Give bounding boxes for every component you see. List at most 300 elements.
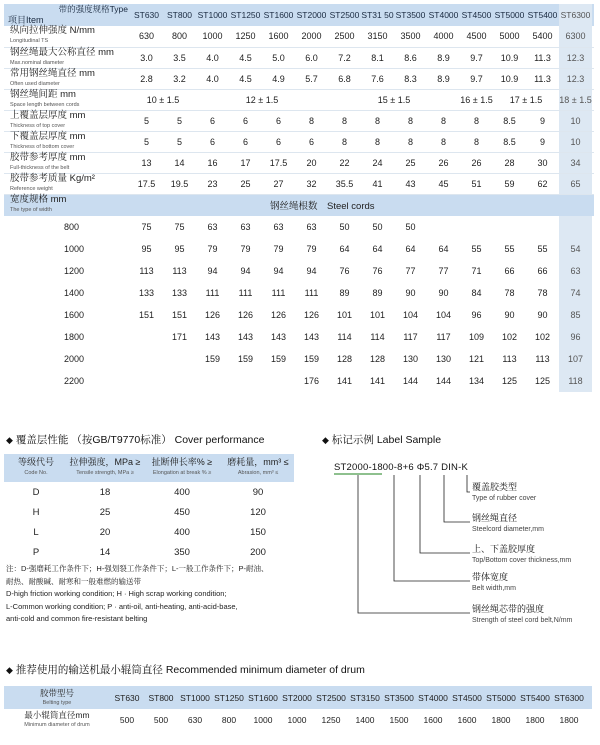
cord-count-cell: 118 [559, 370, 592, 392]
cord-count-cell: 75 [141, 222, 152, 232]
spec-span-cell: 16 ± 1.5 [460, 89, 493, 110]
spec-value-cell: 5 [163, 110, 196, 131]
cover-value-cell: 450 [174, 506, 190, 518]
cord-count-cell: 159 [270, 354, 287, 364]
type-header-cell: ST2000 [295, 4, 328, 26]
cord-count-cell: 109 [468, 332, 485, 342]
spec-value-cell: 8 [460, 110, 493, 131]
spec-value-cell: 9.7 [460, 47, 493, 68]
spec-value-cell: 8.6 [394, 47, 427, 68]
spec-value-cell: 5 [130, 110, 163, 131]
cover-title-text: 覆盖层性能 （按GB/T9770标准） Cover performance [15, 434, 265, 446]
cover-value-cell: 400 [174, 526, 190, 538]
drum-type-cell: ST1000 [178, 686, 212, 709]
cover-value-cell: 150 [250, 526, 266, 538]
spec-span-cell: 15 ± 1.5 [328, 89, 460, 110]
spec-value-cell: 16 [196, 152, 229, 173]
spec-row [4, 47, 594, 68]
spec-row-label: 纵向拉伸强度 N/mm Longitudinal TS [4, 26, 130, 47]
cord-count-cell: 78 [537, 288, 548, 298]
belt-spec-table [4, 4, 594, 392]
cord-count-cell: 130 [402, 354, 419, 364]
cord-count-cell: 111 [271, 288, 286, 298]
cord-count-cell: 133 [138, 288, 155, 298]
spec-value-cell: 10.9 [493, 47, 526, 68]
spec-value-cell: 9 [526, 110, 559, 131]
cord-count-cell [163, 348, 196, 370]
spec-span-cell: 10 ± 1.5 [130, 89, 196, 110]
spec-value-cell: 25 [229, 173, 262, 194]
cord-count-cell: 90 [537, 310, 548, 320]
spec-value-cell: 8 [460, 131, 493, 152]
spec-value-cell: 10.9 [493, 68, 526, 89]
spec-row-label: 下覆盖层厚度 mm Thickness of bottom cover [4, 131, 130, 152]
cord-count-cell: 50 [372, 222, 383, 232]
spec-value-cell: 4.5 [229, 47, 262, 68]
cord-count-cell: 128 [336, 354, 353, 364]
spec-value-cell: 14 [163, 152, 196, 173]
cord-count-cell: 63 [273, 222, 284, 232]
cover-value-cell: 350 [174, 546, 190, 558]
cover-row [4, 502, 294, 522]
width-value-label: 1000 [64, 244, 85, 254]
corner-item-label: 项目Item [8, 15, 44, 25]
spec-value-cell: 6 [229, 131, 262, 152]
type-header-cell: ST5400 [526, 4, 559, 26]
drum-type-cell: ST6300 [552, 686, 586, 709]
cord-count-cell: 71 [471, 266, 482, 276]
drum-diameter-cell: 1800 [559, 715, 579, 725]
spec-value-cell: 1250 [229, 26, 262, 47]
cord-count-cell: 111 [205, 288, 220, 298]
spec-header-row [4, 4, 594, 26]
width-value-label: 800 [64, 222, 80, 232]
cord-count-cell: 125 [534, 376, 551, 386]
cord-count-cell: 74 [559, 282, 592, 304]
type-header-cell: ST5000 [493, 4, 526, 26]
cord-count-cell: 96 [559, 326, 592, 348]
spec-value-cell: 8 [427, 131, 460, 152]
cord-count-cell: 63 [559, 260, 592, 282]
cord-count-cell [493, 216, 526, 238]
cord-count-cell: 77 [405, 266, 416, 276]
spec-row-label: 常用钢丝绳直径 mm Often used diameter [4, 68, 130, 89]
type-header-cell: ST2500 [328, 4, 361, 26]
cord-count-cell: 89 [339, 288, 350, 298]
drum-type-cell: ST3500 [382, 686, 416, 709]
cover-value-cell: L [33, 526, 39, 538]
cord-count-cell: 64 [372, 244, 383, 254]
cord-count-cell: 151 [171, 310, 188, 320]
drum-type-cell: ST800 [144, 686, 178, 709]
spec-value-cell: 4.5 [229, 68, 262, 89]
label-section-title [322, 432, 441, 447]
cover-section-title [6, 432, 265, 447]
cord-count-cell: 113 [172, 266, 187, 276]
spec-value-cell: 6300 [559, 26, 592, 47]
drum-type-cell: ST5000 [484, 686, 518, 709]
cord-count-cell: 144 [435, 376, 452, 386]
label-item-belt-strength: 钢丝绳芯带的强度 Strength of steel cord belt,N/mm [472, 604, 573, 624]
spec-value-cell: 13 [130, 152, 163, 173]
spec-value-cell: 8.1 [361, 47, 394, 68]
drum-diameter-cell: 1600 [423, 715, 443, 725]
spec-value-cell: 8.5 [493, 131, 526, 152]
drum-title-text: 推荐使用的输送机最小辊筒直径 Recommended minimum diameter of drum [15, 664, 365, 676]
spec-value-cell: 4500 [460, 26, 493, 47]
cord-count-cell: 102 [534, 332, 551, 342]
spec-row [4, 173, 594, 194]
spec-value-cell: 8 [394, 110, 427, 131]
cord-count-cell [526, 216, 559, 238]
cord-count-cell: 159 [303, 354, 320, 364]
cover-header-cell: 拉伸强度，MPa ≥ Tensile strength, MPa ≥ [68, 454, 142, 482]
spec-value-cell: 3.0 [130, 47, 163, 68]
cord-count-cell [163, 370, 196, 392]
spec-corner-cell [4, 4, 130, 26]
cord-count-cell [130, 326, 163, 348]
cord-count-cell: 79 [306, 244, 317, 254]
spec-value-cell: 10 [559, 131, 592, 152]
cord-count-cell: 104 [435, 310, 452, 320]
spec-value-cell: 5000 [493, 26, 526, 47]
label-title-text: 标记示例 Label Sample [331, 434, 442, 446]
spec-value-cell: 4.0 [196, 68, 229, 89]
width-band-row [4, 194, 594, 216]
drum-diameter-cell: 1000 [287, 715, 307, 725]
type-header-cell: ST1250 [229, 4, 262, 26]
drum-type-cell: ST2000 [280, 686, 314, 709]
spec-value-cell: 10 [559, 110, 592, 131]
cord-count-cell: 89 [372, 288, 383, 298]
cord-count-cell: 111 [304, 288, 319, 298]
cord-count-cell [460, 216, 493, 238]
spec-value-cell: 41 [361, 173, 394, 194]
spec-value-cell: 17.5 [262, 152, 295, 173]
spec-value-cell: 26 [460, 152, 493, 173]
cord-count-cell: 141 [369, 376, 386, 386]
cord-count-cell: 95 [174, 244, 185, 254]
spec-value-cell: 12.3 [559, 68, 592, 89]
type-header-cell: ST3500 [394, 4, 427, 26]
diamond-bullet-icon: ◆ [322, 435, 329, 445]
type-header-cell: ST800 [163, 4, 196, 26]
spec-row-label: 钢丝绳间距 mm Space length between cords [4, 89, 130, 110]
cord-count-cell: 144 [402, 376, 419, 386]
drum-type-cell: ST1600 [246, 686, 280, 709]
spec-value-cell: 5400 [526, 26, 559, 47]
spec-row-label: 上覆盖层厚度 mm Thickness of top cover [4, 110, 130, 131]
cord-count-cell: 111 [238, 288, 253, 298]
drum-type-cell: ST5400 [518, 686, 552, 709]
cord-count-cell: 114 [370, 332, 385, 342]
cord-count-cell: 114 [337, 332, 352, 342]
cord-count-cell: 159 [237, 354, 254, 364]
type-header-cell: ST6300 [559, 4, 592, 26]
cord-count-cell: 78 [504, 288, 515, 298]
cord-count-cell [262, 370, 295, 392]
drum-type-cell: ST3150 [348, 686, 382, 709]
drum-diameter-cell: 1800 [491, 715, 511, 725]
spec-value-cell: 17.5 [130, 173, 163, 194]
drum-type-cell: ST1250 [212, 686, 246, 709]
drum-diameter-cell: 630 [187, 715, 203, 725]
spec-value-cell: 2.8 [130, 68, 163, 89]
spec-value-cell: 4000 [427, 26, 460, 47]
cord-count-cell: 117 [436, 332, 451, 342]
drum-type-cell: ST630 [110, 686, 144, 709]
cover-value-cell: 20 [99, 526, 111, 538]
drum-type-cell: ST4500 [450, 686, 484, 709]
spec-row-label: 胶带参考质量 Kg/m² Reference weight [4, 173, 130, 194]
cord-count-cell: 94 [240, 266, 251, 276]
cord-count-cell: 130 [435, 354, 452, 364]
width-row [4, 304, 594, 326]
spec-value-cell: 7.2 [328, 47, 361, 68]
cord-count-cell: 90 [438, 288, 449, 298]
cord-count-cell: 55 [471, 244, 482, 254]
spec-value-cell: 11.3 [526, 68, 559, 89]
spec-row [4, 110, 594, 131]
cover-value-cell: H [32, 506, 40, 518]
cord-count-cell: 84 [471, 288, 482, 298]
spec-value-cell: 45 [427, 173, 460, 194]
cord-count-cell: 101 [336, 310, 353, 320]
spec-value-cell: 23 [196, 173, 229, 194]
cord-count-cell [130, 348, 163, 370]
steel-cord-count-label: 钢丝绳根数 Steel cords [130, 194, 592, 216]
spec-value-cell: 25 [394, 152, 427, 173]
spec-value-cell: 65 [559, 173, 592, 194]
diamond-bullet-icon: ◆ [6, 435, 13, 445]
cover-value-cell: 400 [174, 486, 190, 498]
spec-value-cell: 7.6 [361, 68, 394, 89]
width-value-label: 1800 [64, 332, 85, 342]
drum-diameter-cell: 500 [119, 715, 135, 725]
label-leader-lines [330, 470, 470, 620]
spec-value-cell: 3150 [361, 26, 394, 47]
spec-value-cell: 22 [328, 152, 361, 173]
cord-count-cell: 128 [369, 354, 386, 364]
cover-note-line: anti-cold and common fire-resistant belting [6, 614, 148, 623]
spec-value-cell: 27 [262, 173, 295, 194]
spec-value-cell: 9 [526, 131, 559, 152]
corner-type-label: 带的强度规格Type [58, 4, 128, 14]
cover-row [4, 482, 294, 502]
cord-count-cell: 134 [468, 376, 485, 386]
spec-value-cell: 43 [394, 173, 427, 194]
label-item-belt-width: 带体宽度 Belt width,mm [472, 572, 516, 592]
spec-value-cell: 19.5 [163, 173, 196, 194]
cord-count-cell: 95 [141, 244, 152, 254]
drum-diameter-cell: 800 [221, 715, 237, 725]
width-value-label: 2000 [64, 354, 85, 364]
spec-row [4, 68, 594, 89]
spec-value-cell: 26 [427, 152, 460, 173]
width-value-label: 1600 [64, 310, 85, 320]
cover-value-cell: 200 [250, 546, 266, 558]
cord-count-cell: 101 [369, 310, 386, 320]
spec-value-cell: 8 [394, 131, 427, 152]
drum-type-row [4, 686, 592, 709]
spec-value-cell: 2000 [295, 26, 328, 47]
width-row [4, 216, 594, 238]
cord-count-cell: 63 [207, 222, 218, 232]
label-item-rubber-type: 覆盖胶类型 Type of rubber cover [472, 482, 537, 502]
cord-count-cell: 113 [502, 354, 517, 364]
cord-count-cell: 126 [204, 310, 221, 320]
spec-value-cell: 28 [493, 152, 526, 173]
spec-value-cell: 6.0 [295, 47, 328, 68]
width-row [4, 282, 594, 304]
cord-count-cell: 143 [303, 332, 320, 342]
drum-diameter-cell: 1600 [457, 715, 477, 725]
cover-value-cell: 18 [99, 486, 111, 498]
cord-count-cell: 133 [171, 288, 188, 298]
spec-row [4, 152, 594, 173]
cord-count-cell: 79 [207, 244, 218, 254]
cord-count-cell: 117 [403, 332, 418, 342]
spec-value-cell: 6 [229, 110, 262, 131]
cover-header-cell: 等级代号 Code No. [4, 454, 68, 482]
cord-count-cell: 55 [537, 244, 548, 254]
label-item-cover-thickness: 上、下盖胶厚度 Top/Bottom cover thickness,mm [472, 544, 572, 564]
spec-value-cell: 51 [460, 173, 493, 194]
width-header-label: 宽度规格 mm The type of width [4, 194, 130, 216]
spec-value-cell: 5.7 [295, 68, 328, 89]
spec-value-cell: 6 [262, 110, 295, 131]
cord-count-cell: 85 [559, 304, 592, 326]
spec-value-cell: 6 [295, 131, 328, 152]
width-row [4, 260, 594, 282]
type-header-cell: ST1000 [196, 4, 229, 26]
cord-count-cell [130, 370, 163, 392]
label-sample-code: ST2000-1800-8+6 Φ5.7 DIN-K [334, 462, 468, 473]
spec-value-cell: 8.9 [427, 68, 460, 89]
cover-performance-table [4, 454, 294, 562]
label-item-cord-diameter: 钢丝绳直径 Steelcord diameter,mm [472, 513, 544, 533]
cord-count-cell: 159 [204, 354, 221, 364]
cord-count-cell [427, 216, 460, 238]
spec-value-cell: 1000 [196, 26, 229, 47]
cord-count-cell: 54 [559, 238, 592, 260]
spec-value-cell: 34 [559, 152, 592, 173]
spec-value-cell: 6 [196, 110, 229, 131]
spec-value-cell: 8 [361, 131, 394, 152]
spec-value-cell: 8.3 [394, 68, 427, 89]
drum-diameter-cell: 500 [153, 715, 169, 725]
cover-value-cell: P [32, 546, 40, 558]
cord-count-cell: 121 [468, 354, 485, 364]
cord-count-cell: 143 [270, 332, 287, 342]
type-header-cell: ST630 [130, 4, 163, 26]
cord-count-cell: 66 [504, 266, 515, 276]
type-header-cell: ST4500 [460, 4, 493, 26]
spec-value-cell: 4.0 [196, 47, 229, 68]
cord-count-cell: 126 [237, 310, 254, 320]
cord-count-cell: 55 [504, 244, 515, 254]
cord-count-cell: 96 [471, 310, 482, 320]
drum-diameter-cell: 1400 [355, 715, 375, 725]
spec-value-cell: 12.3 [559, 47, 592, 68]
drum-type-cell: ST2500 [314, 686, 348, 709]
spec-row [4, 131, 594, 152]
spec-value-cell: 8 [361, 110, 394, 131]
drum-section-title [6, 662, 365, 677]
cover-value-cell: D [32, 486, 40, 498]
cover-note-line: 注：D-强磨耗工作条件下；H-强划裂工作条件下；L-一般工作条件下；P-耐油、 [6, 564, 269, 573]
spec-value-cell: 8 [427, 110, 460, 131]
cover-note-line: 耐热、耐酸碱、耐寒和一般难燃的输送带 [6, 576, 141, 586]
cord-count-cell: 94 [207, 266, 218, 276]
cord-count-cell [196, 370, 229, 392]
cord-count-cell: 143 [237, 332, 254, 342]
spec-value-cell: 59 [493, 173, 526, 194]
drum-diameter-table [4, 686, 592, 731]
spec-value-cell: 4.9 [262, 68, 295, 89]
spec-value-cell: 6 [262, 131, 295, 152]
cord-count-cell: 125 [501, 376, 518, 386]
spec-value-cell: 5.0 [262, 47, 295, 68]
spec-value-cell: 3.2 [163, 68, 196, 89]
spec-value-cell: 62 [526, 173, 559, 194]
cord-count-cell: 66 [537, 266, 548, 276]
width-row [4, 370, 594, 392]
spec-value-cell: 8.9 [427, 47, 460, 68]
spec-value-cell: 630 [130, 26, 163, 47]
drum-diameter-cell: 1500 [389, 715, 409, 725]
cord-count-cell: 75 [174, 222, 185, 232]
cord-count-cell: 90 [504, 310, 515, 320]
cord-count-cell: 141 [336, 376, 353, 386]
cord-count-cell: 50 [339, 222, 350, 232]
cord-count-cell: 143 [204, 332, 221, 342]
width-value-label: 1400 [64, 288, 85, 298]
width-row [4, 238, 594, 260]
diamond-bullet-icon: ◆ [6, 665, 13, 675]
cord-count-cell: 94 [306, 266, 317, 276]
cord-count-cell: 64 [339, 244, 350, 254]
spec-value-cell: 8 [328, 131, 361, 152]
cover-value-cell: 120 [250, 506, 266, 518]
cord-count-cell: 64 [405, 244, 416, 254]
cord-count-cell: 64 [438, 244, 449, 254]
cord-count-cell: 90 [405, 288, 416, 298]
cover-value-cell: 25 [99, 506, 111, 518]
cord-count-cell: 113 [139, 266, 154, 276]
type-header-cell: ST4000 [427, 4, 460, 26]
cover-row [4, 522, 294, 542]
drum-diameter-row [4, 709, 592, 731]
cord-count-cell: 50 [405, 222, 416, 232]
spec-value-cell: 8.5 [493, 110, 526, 131]
spec-value-cell: 6 [196, 131, 229, 152]
min-diameter-label: 最小辊筒直径mm Minimum diameter of drum [24, 710, 90, 728]
cord-count-cell: 151 [138, 310, 155, 320]
drum-diameter-cell: 1000 [253, 715, 273, 725]
width-row [4, 348, 594, 370]
cover-note-line: D-high friction working condition; H · High scrap working condition; [6, 589, 227, 598]
cover-value-cell: 90 [252, 486, 264, 498]
spec-value-cell: 2500 [328, 26, 361, 47]
cord-count-cell: 126 [270, 310, 287, 320]
cover-notes [6, 563, 298, 626]
width-value-label: 2200 [64, 376, 85, 386]
cord-count-cell: 126 [303, 310, 320, 320]
spec-span-cell: 18 ± 1.5 [559, 89, 592, 110]
width-row [4, 326, 594, 348]
cover-header-cell: 磨耗量，mm³ ≤ Abrasion, mm³ ≤ [222, 454, 294, 482]
